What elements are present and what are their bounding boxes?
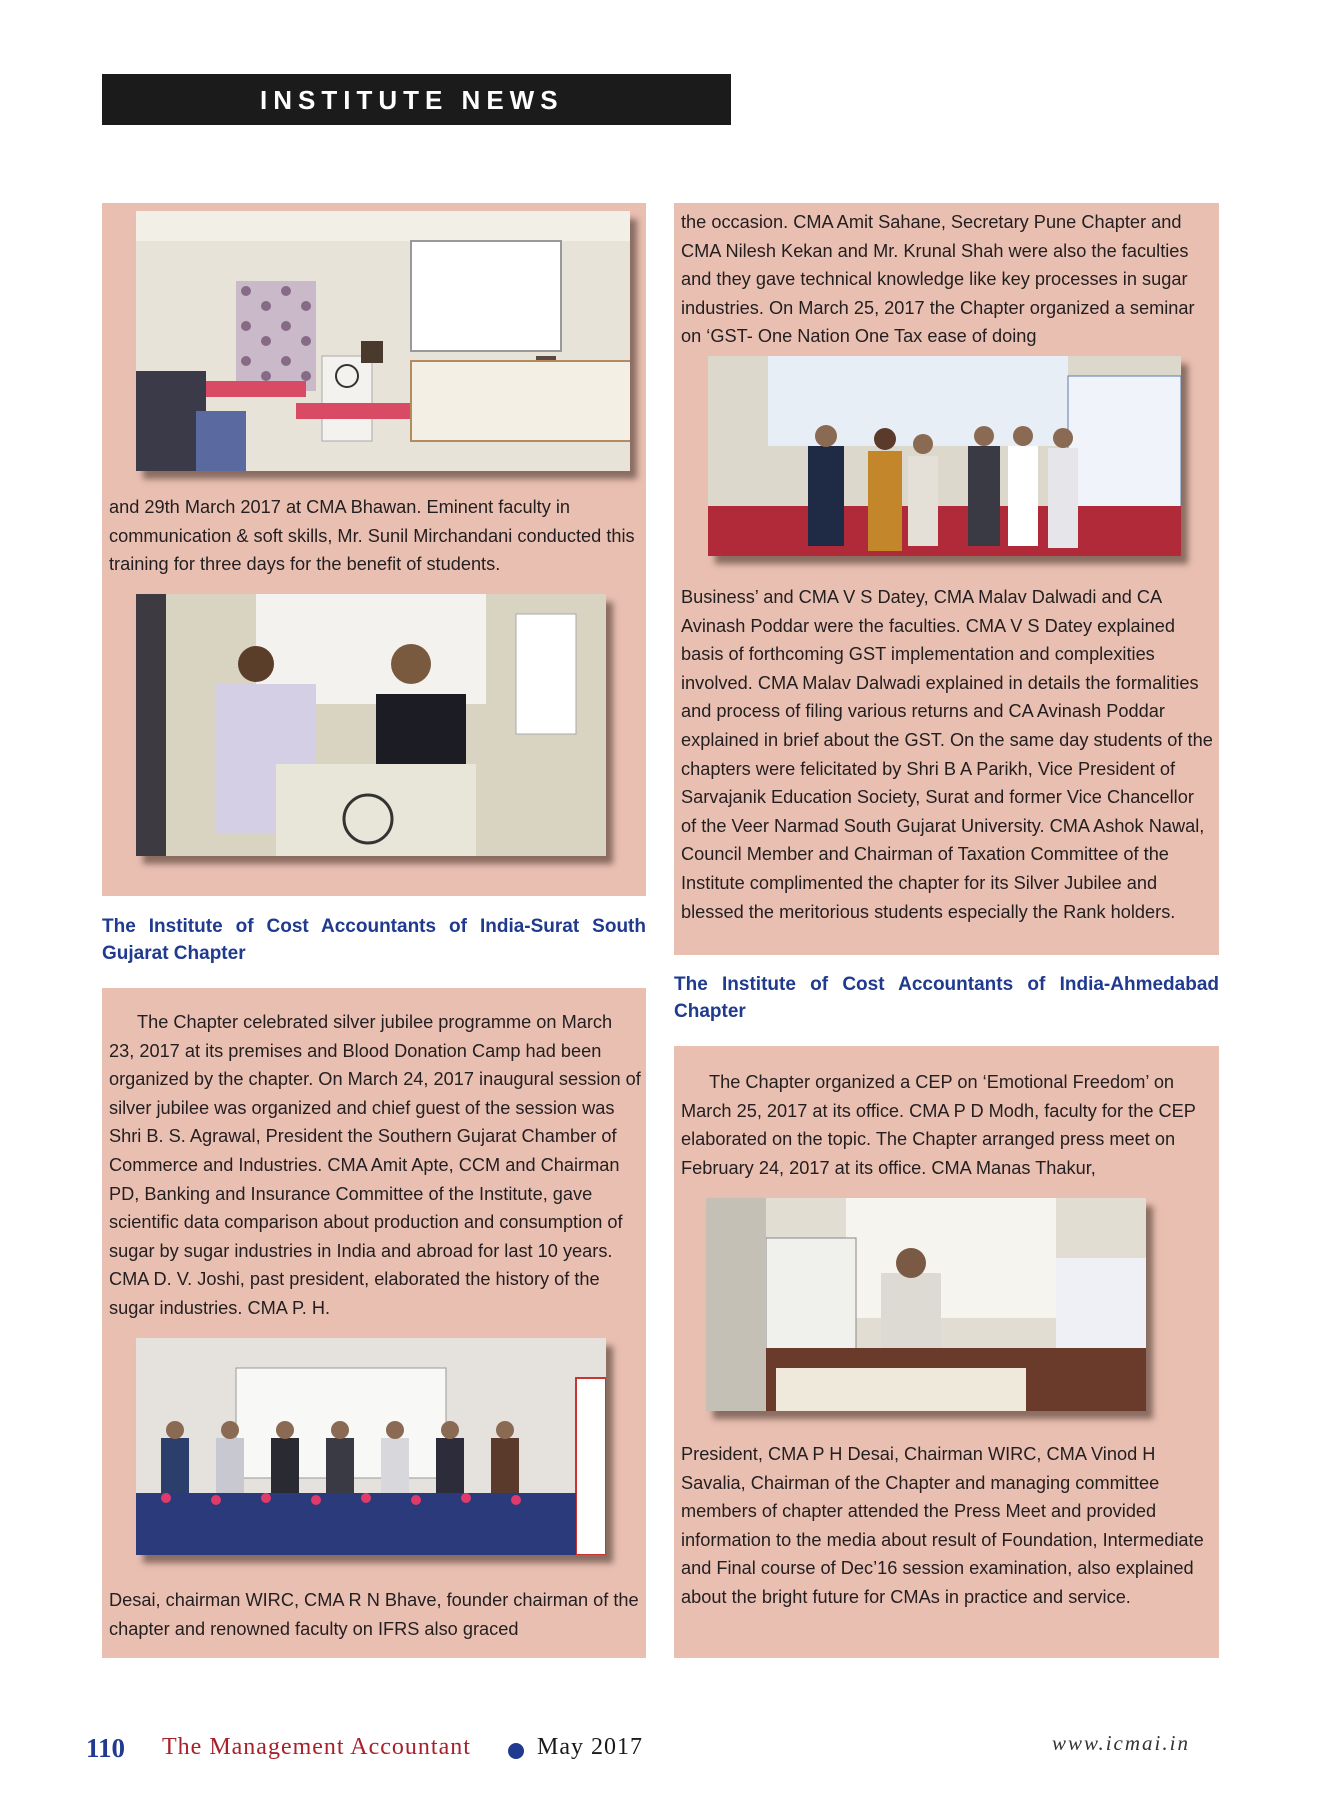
section-title: INSTITUTE NEWS: [260, 85, 564, 115]
heading-ahmedabad-chapter: The Institute of Cost Accountants of India-Ahmedabad Chapter: [674, 974, 1219, 1022]
footer-page-number: 110: [86, 1733, 126, 1763]
right-para-2: Business’ and CMA V S Datey, CMA Malav Dalwadi and CA Avinash Poddar were the faculties. CMA V S Datey explained basis of forthcoming GST implementation and complexities involved. CMA Malav Dalwadi explained in details the formalities and process of filing various returns and CA Avinash Poddar explained in brief about the GST. On the same day students of the chapters were felicitated by Shri B A Parikh, Vice President of Sarvajanik Education Society, Surat and former Vice Chancellor of the Veer Narmad South Gujarat University. CMA Ashok Nawal, Council Member and Chairman of Taxation Committee of the Institute complimented the chapter for its Silver Jubilee and blessed the meritorious students especially the Rank holders.: [681, 587, 1213, 922]
left-para-1: and 29th March 2017 at CMA Bhawan. Eminent faculty in communication & soft skills, Mr. Sunil Mirchandani conducted this training for three days for the benefit of students.: [109, 497, 635, 575]
photo-surat-award: [136, 594, 606, 856]
photo-gst-seminar: [708, 356, 1181, 556]
footer-bullet: [508, 1743, 524, 1759]
footer-magazine-title: The Management Accountant: [162, 1734, 471, 1760]
section-header-bar: [102, 74, 731, 125]
heading-surat-chapter: The Institute of Cost Accountants of India-Surat South Gujarat Chapter: [102, 916, 646, 964]
left-para-3: Desai, chairman WIRC, CMA R N Bhave, founder chairman of the chapter and renowned faculty on IFRS also graced: [109, 1590, 639, 1639]
footer-issue-date: May 2017: [537, 1734, 643, 1760]
right-para-4: President, CMA P H Desai, Chairman WIRC, CMA Vinod H Savalia, Chairman of the Chapter and managing committee members of chapter attended the Press Meet and provided information to the media about result of Foundation, Intermediate and Final course of Dec’16 session examination, also explained about the bright future for CMAs in practice and service.: [681, 1444, 1204, 1607]
right-para-1: the occasion. CMA Amit Sahane, Secretary Pune Chapter and CMA Nilesh Kekan and Mr. Krunal Shah were also the faculties and they gave technical knowledge like key processes in sugar industries. On March 25, 2017 the Chapter organized a seminar on ‘GST- One Nation One Tax ease of doing: [681, 212, 1195, 347]
footer-website-link[interactable]: www.icmai.in: [1052, 1731, 1190, 1755]
photo-emotional-freedom-cep: [706, 1198, 1146, 1411]
photo-pimpri-classroom: [136, 211, 630, 471]
photo-silver-jubilee-release: [136, 1338, 606, 1555]
right-para-3: The Chapter organized a CEP on ‘Emotional Freedom’ on March 25, 2017 at its office. CMA P D Modh, faculty for the CEP elaborated on the topic. The Chapter arranged press meet on February 24, 2017 at its office. CMA Manas Thakur,: [681, 1072, 1196, 1178]
left-para-2: The Chapter celebrated silver jubilee programme on March 23, 2017 at its premises and Blood Donation Camp had been organized by the chapter. On March 24, 2017 inaugural session of silver jubilee was organized and chief guest of the session was Shri B. S. Agrawal, President the Southern Gujarat Chamber of Commerce and Industries. CMA Amit Apte, CCM and Chairman PD, Banking and Insurance Committee of the Institute, gave scientific data comparison about production and consumption of sugar by sugar industries in India and abroad for last 10 years. CMA D. V. Joshi, past president, elaborated the history of the sugar industries. CMA P. H.: [109, 1012, 641, 1318]
